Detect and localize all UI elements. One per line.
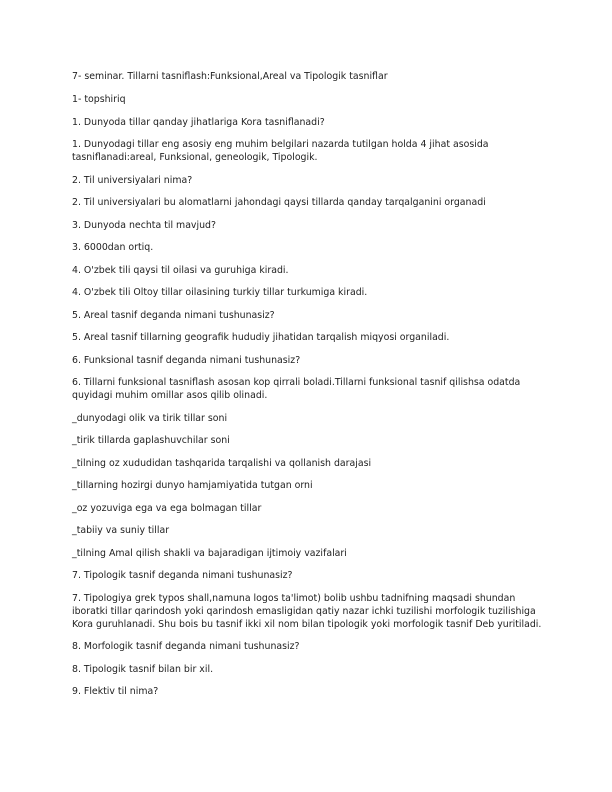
paragraph-question-9: 9. Flektiv til nima? xyxy=(72,686,159,697)
paragraph-answer-2: 2. Til universiyalari bu alomatlarni jahondagi qaysi tillarda qanday tarqalganini organadi xyxy=(72,197,486,208)
paragraph-answer-6: 6. Tillarni funksional tasniflash asosan kop qirrali boladi.Tillarni funksional tasnif qilishsa odatda quyidagi muhim omillar asos qilib olinadi. xyxy=(72,377,521,401)
list-item: _tilning oz xududidan tashqarida tarqalishi va qollanish darajasi xyxy=(72,457,372,469)
list-item: _tabiiy va suniy tillar xyxy=(72,525,170,536)
paragraph-question-1: 1. Dunyoda tillar qanday jihatlariga Kora tasniflanadi? xyxy=(72,116,325,128)
paragraph-answer-3: 3. 6000dan ortiq. xyxy=(72,242,154,253)
paragraph-task-heading: 1- topshiriq xyxy=(72,94,126,105)
paragraph-question-6: 6. Funksional tasnif deganda nimani tushunasiz? xyxy=(72,354,301,366)
paragraph-answer-7: 7. Tipologiya grek typos shall,namuna logos ta'limot) bolib ushbu tadnifning maqsadi shundan iboratki tillar qarindosh yoki qarindosh emasligidan qatiy nazar ichki tuzilishi morfologik tuzilishiga Kora guruhlanadi. Shu bois bu tasnif ikki xil nom bilan tipologik yoki morfologik tasnif Deb yuritiladi. xyxy=(72,592,542,630)
document-title: 7- seminar. Tillarni tasniflash:Funksional,Areal va Tipologik tasniflar xyxy=(72,71,388,82)
paragraph-question-2: 2. Til universiyalari nima? xyxy=(72,174,193,186)
list-item: _tilning Amal qilish shakli va bajaradigan ijtimoiy vazifalari xyxy=(72,547,347,559)
list-item: _oz yozuviga ega va ega bolmagan tillar xyxy=(72,502,262,514)
list-item: _dunyodagi olik va tirik tillar soni xyxy=(72,412,228,424)
paragraph-question-4: 4. O'zbek tili qaysi til oilasi va guruhiga kiradi. xyxy=(72,264,289,276)
paragraph-question-8: 8. Morfologik tasnif deganda nimani tushunasiz? xyxy=(72,641,300,652)
paragraph-answer-1: 1. Dunyodagi tillar eng asosiy eng muhim belgilari nazarda tutilgan holda 4 jihat asosida tasniflanadi:areal, Funksional, geneologik, Tipologik. xyxy=(72,139,489,163)
paragraph-question-5: 5. Areal tasnif deganda nimani tushunasiz? xyxy=(72,309,275,321)
paragraph-answer-8: 8. Tipologik tasnif bilan bir xil. xyxy=(72,663,214,675)
paragraph-question-3: 3. Dunyoda nechta til mavjud? xyxy=(72,219,216,231)
list-item: _tillarning hozirgi dunyo hamjamiyatida tutgan orni xyxy=(72,480,313,491)
list-item: _tirik tillarda gaplashuvchilar soni xyxy=(72,435,230,446)
paragraph-answer-4: 4. O'zbek tili Oltoy tillar oilasining turkiy tillar turkumiga kiradi. xyxy=(72,287,368,298)
paragraph-answer-5: 5. Areal tasnif tillarning geografik hududiy jihatidan tarqalish miqyosi organiladi. xyxy=(72,332,450,343)
paragraph-question-7: 7. Tipologik tasnif deganda nimani tushunasiz? xyxy=(72,570,293,581)
